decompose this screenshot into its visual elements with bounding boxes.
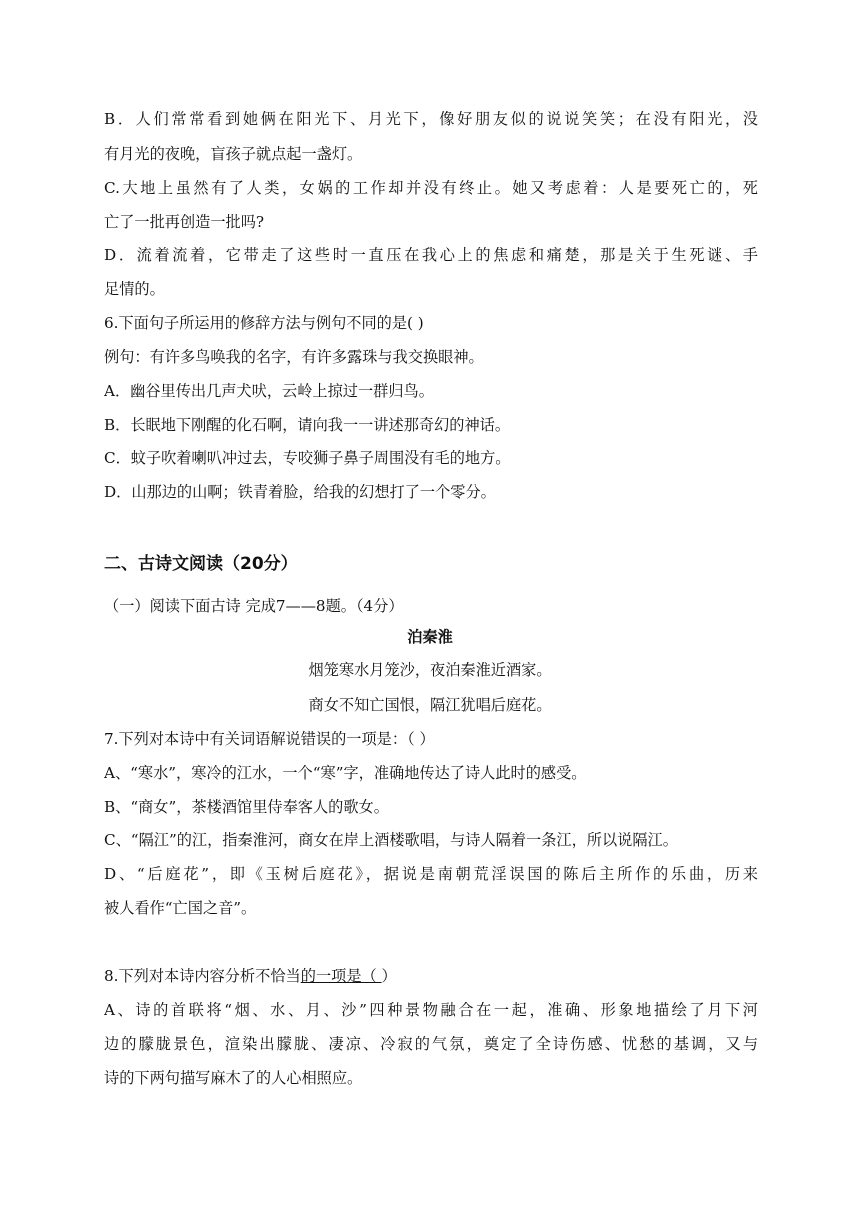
q7-stem: 7.下列对本诗中有关词语解说错误的一项是：（ ） <box>104 730 435 748</box>
q5-option-d-line2: 足情的。 <box>104 280 165 298</box>
q8-stem-prefix: 8.下列对本诗内容分析不恰当 <box>104 967 301 985</box>
q7-option-a: A、“寒水”，寒冷的江水，一个“寒”字，准确地传达了诗人此时的感受。 <box>104 764 587 782</box>
q5-option-b-line1: B．人们常常看到她俩在阳光下、月光下，像好朋友似的说说笑笑；在没有阳光，没 <box>104 110 758 128</box>
q8-stem-underlined: 的一项是（ <box>300 967 382 985</box>
q6-example: 例句：有许多鸟唤我的名字，有许多露珠与我交换眼神。 <box>104 348 484 366</box>
q7-option-d-line1: D、“后庭花”，即《玉树后庭花》，据说是南朝荒淫误国的陈后主所作的乐曲，历来 <box>104 865 758 883</box>
q5-option-c-line1: C.大地上虽然有了人类，女娲的工作却并没有终止。她又考虑着：人是要死亡的，死 <box>104 179 758 197</box>
q6-option-c: C．蚊子吹着喇叭冲过去，专咬狮子鼻子周围没有毛的地方。 <box>104 449 511 467</box>
poem-title: 泊秦淮 <box>407 628 453 646</box>
q8-stem <box>104 966 758 986</box>
q5-option-d-line1: D．流着流着，它带走了这些时一直压在我心上的焦虑和痛楚，那是关于生死谜、手 <box>104 246 758 264</box>
section-title: 二、古诗文阅读（20分） <box>104 554 298 574</box>
poem-line-2: 商女不知亡国恨，隔江犹唱后庭花。 <box>308 696 552 714</box>
q6-option-a: A．幽谷里传出几声犬吠，云岭上掠过一群归鸟。 <box>104 382 434 400</box>
q6-option-d: D．山那边的山啊；铁青着脸，给我的幻想打了一个零分。 <box>104 483 496 501</box>
q8-option-a-line1: A、诗的首联将“烟、水、月、沙”四种景物融合在一起，准确、形象地描绘了月下河 <box>104 1001 758 1019</box>
q8-option-a-line2: 边的朦胧景色，渲染出朦胧、凄凉、冷寂的气氛，奠定了全诗伤感、忧愁的基调，又与 <box>104 1035 758 1053</box>
q7-option-d-line2: 被人看作“亡国之音”。 <box>104 899 257 917</box>
q6-stem: 6.下面句子所运用的修辞方法与例句不同的是( ) <box>104 314 424 332</box>
q5-option-c-line2: 亡了一批再创造一批吗? <box>104 213 265 231</box>
q8-option-a-line3: 诗的下两句描写麻木了的人心相照应。 <box>104 1069 363 1087</box>
poem-line-1: 烟笼寒水月笼沙，夜泊秦淮近酒家。 <box>308 661 552 679</box>
q6-option-b: B．长眠地下刚醒的化石啊，请向我一一讲述那奇幻的神话。 <box>104 416 511 434</box>
q5-option-b-line2: 有月光的夜晚，盲孩子就点起一盏灯。 <box>104 145 363 163</box>
q7-option-b: B、“商女”，茶楼酒馆里侍奉客人的歌女。 <box>104 798 389 816</box>
section-subtitle: （一）阅读下面古诗 完成7——8题。（4分） <box>104 597 404 615</box>
q7-option-c: C、“隔江”的江，指秦淮河，商女在岸上酒楼歌唱，与诗人隔着一条江，所以说隔江。 <box>104 831 678 849</box>
q8-stem-suffix: ） <box>381 967 397 985</box>
